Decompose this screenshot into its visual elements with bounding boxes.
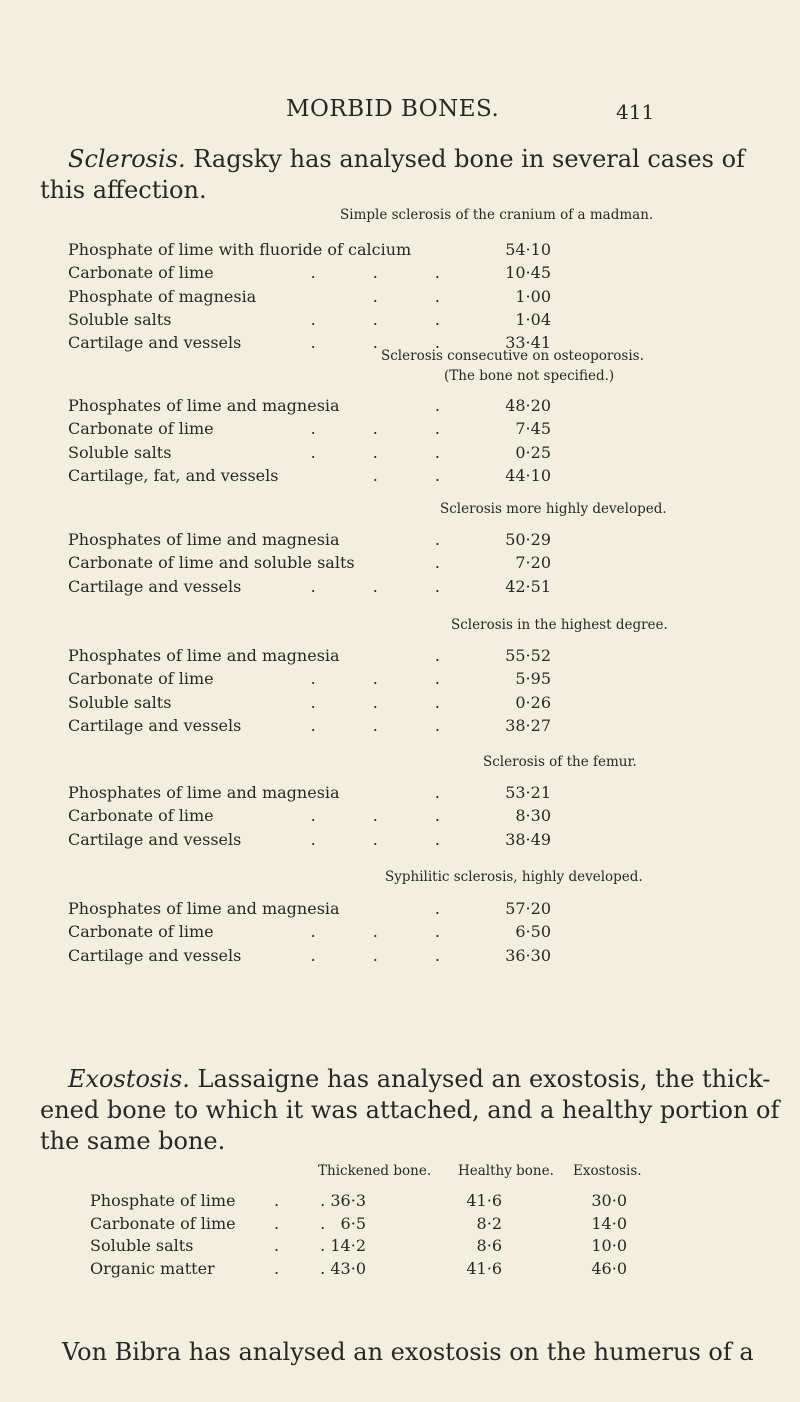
exostosis-row-value: 36·3 — [330, 1191, 366, 1210]
table-caption: Sclerosis consecutive on osteoporosis. — [381, 348, 644, 364]
table-row-leader: . . — [372, 286, 466, 306]
table-row-label: Soluble salts — [68, 442, 172, 462]
exostosis-row-value: 10·0 — [591, 1236, 627, 1256]
table-row-leader: . . . — [310, 419, 466, 439]
table-row-label: Phosphates of lime and magnesia — [68, 783, 340, 802]
table-row-label: Carbonate of lime — [68, 419, 214, 439]
sclerosis-heading: Sclerosis. — [68, 145, 186, 173]
table-row-leader: . . . — [310, 715, 466, 735]
table-row-label: Carbonate of lime — [68, 263, 214, 283]
exostosis-row-leader: . . — [274, 1191, 326, 1210]
table-row-label: Phosphate of lime with fluoride of calcium — [68, 240, 412, 259]
exostosis-heading: Exostosis. — [68, 1065, 190, 1093]
running-title: MORBID BONES. — [286, 96, 500, 122]
table-row-value: 10·45 — [505, 263, 551, 283]
exostosis-paragraph-line2: ened bone to which it was attached, and a healthy portion of — [40, 1096, 780, 1124]
table-row-leader: . . . — [310, 806, 466, 826]
page-number: 411 — [616, 100, 655, 124]
table-row-value: 38·49 — [505, 829, 551, 849]
exostosis-col-thickened: Thickened bone. — [318, 1163, 432, 1179]
exostosis-row-value: 46·0 — [591, 1259, 627, 1279]
exostosis-row-label: Soluble salts — [90, 1236, 194, 1256]
table-caption: Simple sclerosis of the cranium of a madman. — [340, 207, 654, 223]
table-row-leader: . . . — [310, 922, 466, 942]
table-caption-note: (The bone not specified.) — [444, 368, 615, 384]
table-row-leader: . — [434, 553, 466, 573]
table-row-value: 7·20 — [515, 553, 551, 573]
exostosis-row-value: 41·6 — [466, 1191, 502, 1210]
exostosis-row-value: 41·6 — [466, 1259, 502, 1279]
table-row-label: Phosphates of lime and magnesia — [68, 396, 340, 415]
exostosis-row-value: 8·6 — [476, 1236, 502, 1256]
table-row-value: 54·10 — [505, 240, 551, 259]
sclerosis-paragraph-line1 — [68, 145, 745, 173]
table-row-leader: . . . — [310, 669, 466, 689]
table-row-value: 55·52 — [505, 646, 551, 665]
table-row-value: 0·26 — [515, 692, 551, 712]
table-row-label: Carbonate of lime — [68, 669, 214, 689]
exostosis-row-value: 30·0 — [591, 1191, 627, 1210]
table-row-value: 42·51 — [505, 576, 551, 596]
table-row-value: 7·45 — [515, 419, 551, 439]
table-row-leader: . . . — [310, 829, 466, 849]
exostosis-row-leader: . . — [274, 1236, 326, 1256]
table-row-value: 57·20 — [505, 899, 551, 918]
exostosis-paragraph-line1 — [68, 1065, 771, 1093]
exostosis-row-value: 14·2 — [330, 1236, 366, 1256]
exostosis-row-value: 8·2 — [476, 1213, 502, 1233]
table-row-label: Phosphate of magnesia — [68, 286, 257, 306]
table-row-label: Phosphates of lime and magnesia — [68, 530, 340, 549]
table-row-label: Soluble salts — [68, 309, 172, 329]
table-row-leader: . . . — [310, 945, 466, 965]
table-row-value: 8·30 — [515, 806, 551, 826]
table-caption: Sclerosis in the highest degree. — [451, 617, 668, 633]
table-row-value: 0·25 — [515, 442, 551, 462]
sclerosis-paragraph-line2: this affection. — [40, 176, 207, 204]
table-row-leader: . . . — [310, 576, 466, 596]
table-caption: Sclerosis of the femur. — [483, 754, 637, 770]
table-row-leader: . . — [372, 465, 466, 485]
table-row-label: Carbonate of lime — [68, 806, 214, 826]
table-row-value: 5·95 — [515, 669, 551, 689]
table-row-value: 50·29 — [505, 530, 551, 549]
table-row-value: 36·30 — [505, 945, 551, 965]
table-caption: Syphilitic sclerosis, highly developed. — [385, 869, 643, 885]
table-row-value: 6·50 — [515, 922, 551, 942]
exostosis-text-1: Lassaigne has analysed an exostosis, the thick- — [197, 1065, 771, 1093]
exostosis-col-healthy: Healthy bone. — [458, 1163, 554, 1179]
table-row-leader: . — [434, 646, 466, 665]
table-row-label: Cartilage, fat, and vessels — [68, 465, 279, 485]
exostosis-row-value: 43·0 — [330, 1259, 366, 1279]
table-row-label: Cartilage and vessels — [68, 333, 242, 353]
table-row-leader: . — [434, 396, 466, 415]
table-row-leader: . . . — [310, 309, 466, 329]
table-row-label: Cartilage and vessels — [68, 829, 242, 849]
table-row-value: 44·10 — [505, 465, 551, 485]
table-row-leader: . — [434, 530, 466, 549]
table-row-label: Carbonate of lime and soluble salts — [68, 553, 355, 573]
exostosis-row-label: Phosphate of lime — [90, 1191, 236, 1210]
exostosis-row-leader: . . — [274, 1259, 326, 1279]
table-row-leader: . . . — [310, 263, 466, 283]
exostosis-row-label: Organic matter — [90, 1259, 215, 1279]
table-row-value: 48·20 — [505, 396, 551, 415]
table-row-leader: . . . — [310, 333, 466, 353]
table-row-leader: . — [434, 899, 466, 918]
footer-line: Von Bibra has analysed an exostosis on the humerus of a — [62, 1338, 754, 1366]
exostosis-row-label: Carbonate of lime — [90, 1213, 236, 1233]
table-row-value: 38·27 — [505, 715, 551, 735]
table-row-label: Cartilage and vessels — [68, 715, 242, 735]
table-row-leader: . . . — [310, 442, 466, 462]
table-row-label: Carbonate of lime — [68, 922, 214, 942]
table-row-label: Phosphates of lime and magnesia — [68, 646, 340, 665]
exostosis-col-exostosis: Exostosis. — [573, 1163, 642, 1179]
table-row-label: Cartilage and vessels — [68, 945, 242, 965]
exostosis-row-leader: . . — [274, 1213, 326, 1233]
table-row-leader: . . . — [310, 692, 466, 712]
exostosis-paragraph-line3: the same bone. — [40, 1127, 226, 1155]
exostosis-row-value: 6·5 — [340, 1213, 366, 1233]
table-row-label: Soluble salts — [68, 692, 172, 712]
table-row-leader: . — [434, 783, 466, 802]
sclerosis-text-1: Ragsky has analysed bone in several cases of — [193, 145, 745, 173]
table-caption: Sclerosis more highly developed. — [440, 501, 667, 517]
exostosis-row-value: 14·0 — [591, 1213, 627, 1233]
table-row-value: 1·04 — [515, 309, 551, 329]
table-row-value: 1·00 — [515, 286, 551, 306]
table-row-value: 53·21 — [505, 783, 551, 802]
table-row-label: Phosphates of lime and magnesia — [68, 899, 340, 918]
table-row-label: Cartilage and vessels — [68, 576, 242, 596]
table-row-value: 33·41 — [505, 333, 551, 353]
